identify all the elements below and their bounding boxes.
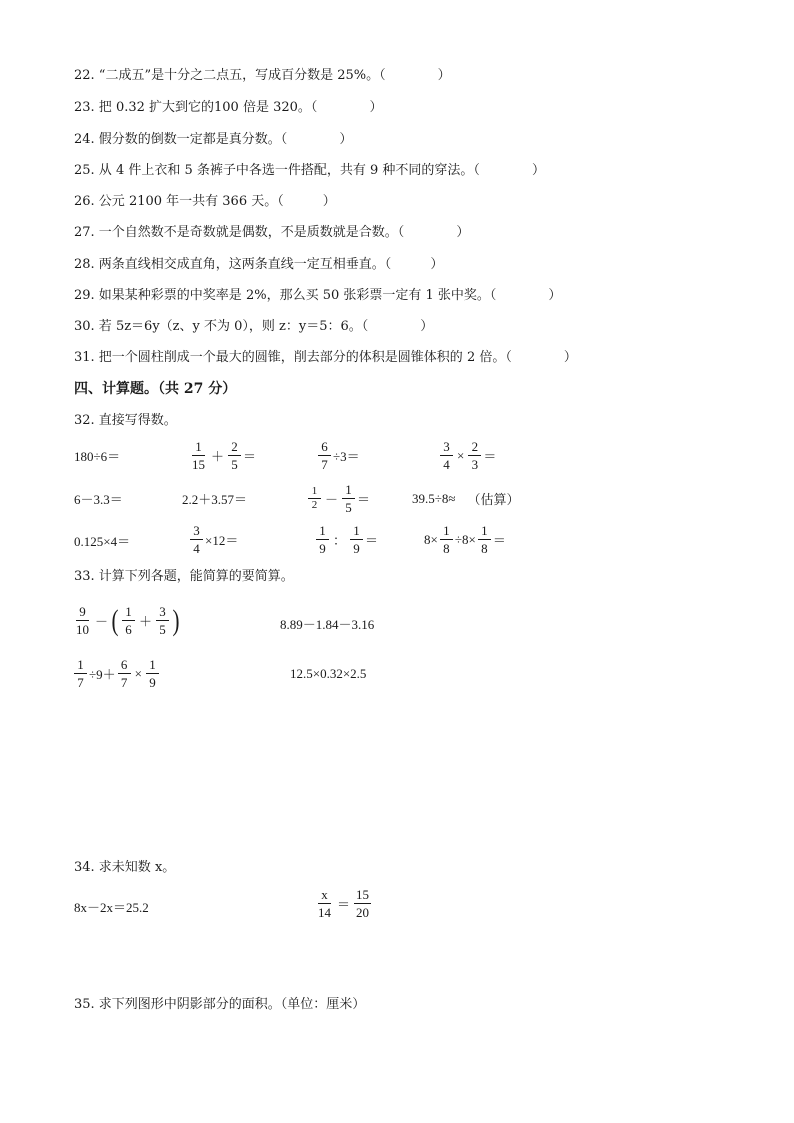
question-32-title: 32. 直接写得数。 bbox=[74, 413, 177, 428]
q32-c1: $\frac{6}{7}$ ÷3＝ bbox=[316, 438, 360, 473]
q32-a1: 180÷6＝ bbox=[74, 449, 121, 464]
q32-c2: $\frac{1}{2}$ － $\frac{1}{5}$ ＝ bbox=[306, 481, 370, 516]
q32-d2: 39.5÷8≈ （估算） bbox=[412, 490, 520, 507]
judgment-question: 26. 公元 2100 年一共有 366 天。（ ） bbox=[74, 194, 336, 209]
q33-expression-1: $\frac{9}{10}$ － ( $\frac{1}{6}$ ＋ $\frac{3}{5}$ ) bbox=[76, 603, 180, 637]
estimate-note: （估算） bbox=[467, 492, 520, 507]
judgment-question: 24. 假分数的倒数一定都是真分数。（ ） bbox=[74, 132, 353, 147]
answer-blank[interactable] bbox=[480, 163, 532, 179]
judgment-question: 23. 把 0.32 扩大到它的100 倍是 320。（ ） bbox=[74, 100, 383, 115]
q32-a2: 6－3.3＝ bbox=[74, 492, 123, 507]
question-35-title: 35. 求下列图形中阴影部分的面积。（单位：厘米） bbox=[74, 997, 366, 1012]
q32-d3: 8× $\frac{1}{8}$ ÷8× $\frac{1}{8}$ ＝ bbox=[424, 523, 506, 556]
judgment-question: 29. 如果某种彩票的中奖率是 2%，那么买 50 张彩票一定有 1 张中奖。（ ） bbox=[74, 288, 562, 303]
judgment-question: 25. 从 4 件上衣和 5 条裤子中各选一件搭配，共有 9 种不同的穿法。（ ） bbox=[74, 163, 545, 178]
question-34-title: 34. 求未知数 x。 bbox=[74, 860, 176, 875]
q32-c3: $\frac{1}{9}$ ： $\frac{1}{9}$ ＝ bbox=[314, 522, 378, 557]
answer-blank[interactable] bbox=[391, 257, 430, 273]
q33-expression-2: 8.89－1.84－3.16 bbox=[280, 617, 375, 632]
q33-expression-4: 12.5×0.32×2.5 bbox=[290, 666, 367, 681]
answer-blank[interactable] bbox=[386, 68, 438, 84]
answer-blank[interactable] bbox=[404, 225, 456, 241]
q33-expression-3: $\frac{1}{7}$ ÷9＋ $\frac{6}{7}$ × $\frac{1}{9}$ bbox=[72, 656, 161, 691]
judgment-question: 27. 一个自然数不是奇数就是偶数，不是质数就是合数。（ ） bbox=[74, 225, 470, 240]
judgment-question: 30. 若 5z＝6y（z、y 不为 0），则 z：y＝5：6。（ ） bbox=[74, 319, 434, 334]
q32-b2: 2.2＋3.57＝ bbox=[182, 492, 248, 507]
answer-blank[interactable] bbox=[284, 194, 323, 210]
question-33-title: 33. 计算下列各题，能简算的要简算。 bbox=[74, 569, 294, 584]
judgment-question: 28. 两条直线相交成直角，这两条直线一定互相垂直。（ ） bbox=[74, 257, 444, 272]
answer-blank[interactable] bbox=[287, 132, 339, 148]
q32-d1: $\frac{3}{4}$ × $\frac{2}{3}$ ＝ bbox=[438, 438, 496, 473]
q32-b3: $\frac{3}{4}$ ×12＝ bbox=[188, 522, 238, 557]
q32-b1: $\frac{1}{15}$ ＋ $\frac{2}{5}$ ＝ bbox=[192, 439, 257, 472]
q32-a3: 0.125×4＝ bbox=[74, 534, 131, 549]
q34-equation-2: $\frac{x}{14}$ ＝ $\frac{15}{20}$ bbox=[318, 887, 370, 920]
answer-blank[interactable] bbox=[368, 319, 420, 335]
judgment-question: 22. “二成五”是十分之二点五，写成百分数是 25%。（ ） bbox=[74, 68, 451, 83]
q34-equation-1: 8x－2x＝25.2 bbox=[74, 900, 149, 915]
answer-blank[interactable] bbox=[317, 100, 369, 116]
section-title-calculation: 四、计算题。（共 27 分） bbox=[74, 381, 237, 397]
judgment-question: 31. 把一个圆柱削成一个最大的圆锥，削去部分的体积是圆锥体积的 2 倍。（ ） bbox=[74, 350, 577, 365]
answer-blank[interactable] bbox=[512, 350, 564, 366]
answer-blank[interactable] bbox=[496, 288, 548, 304]
